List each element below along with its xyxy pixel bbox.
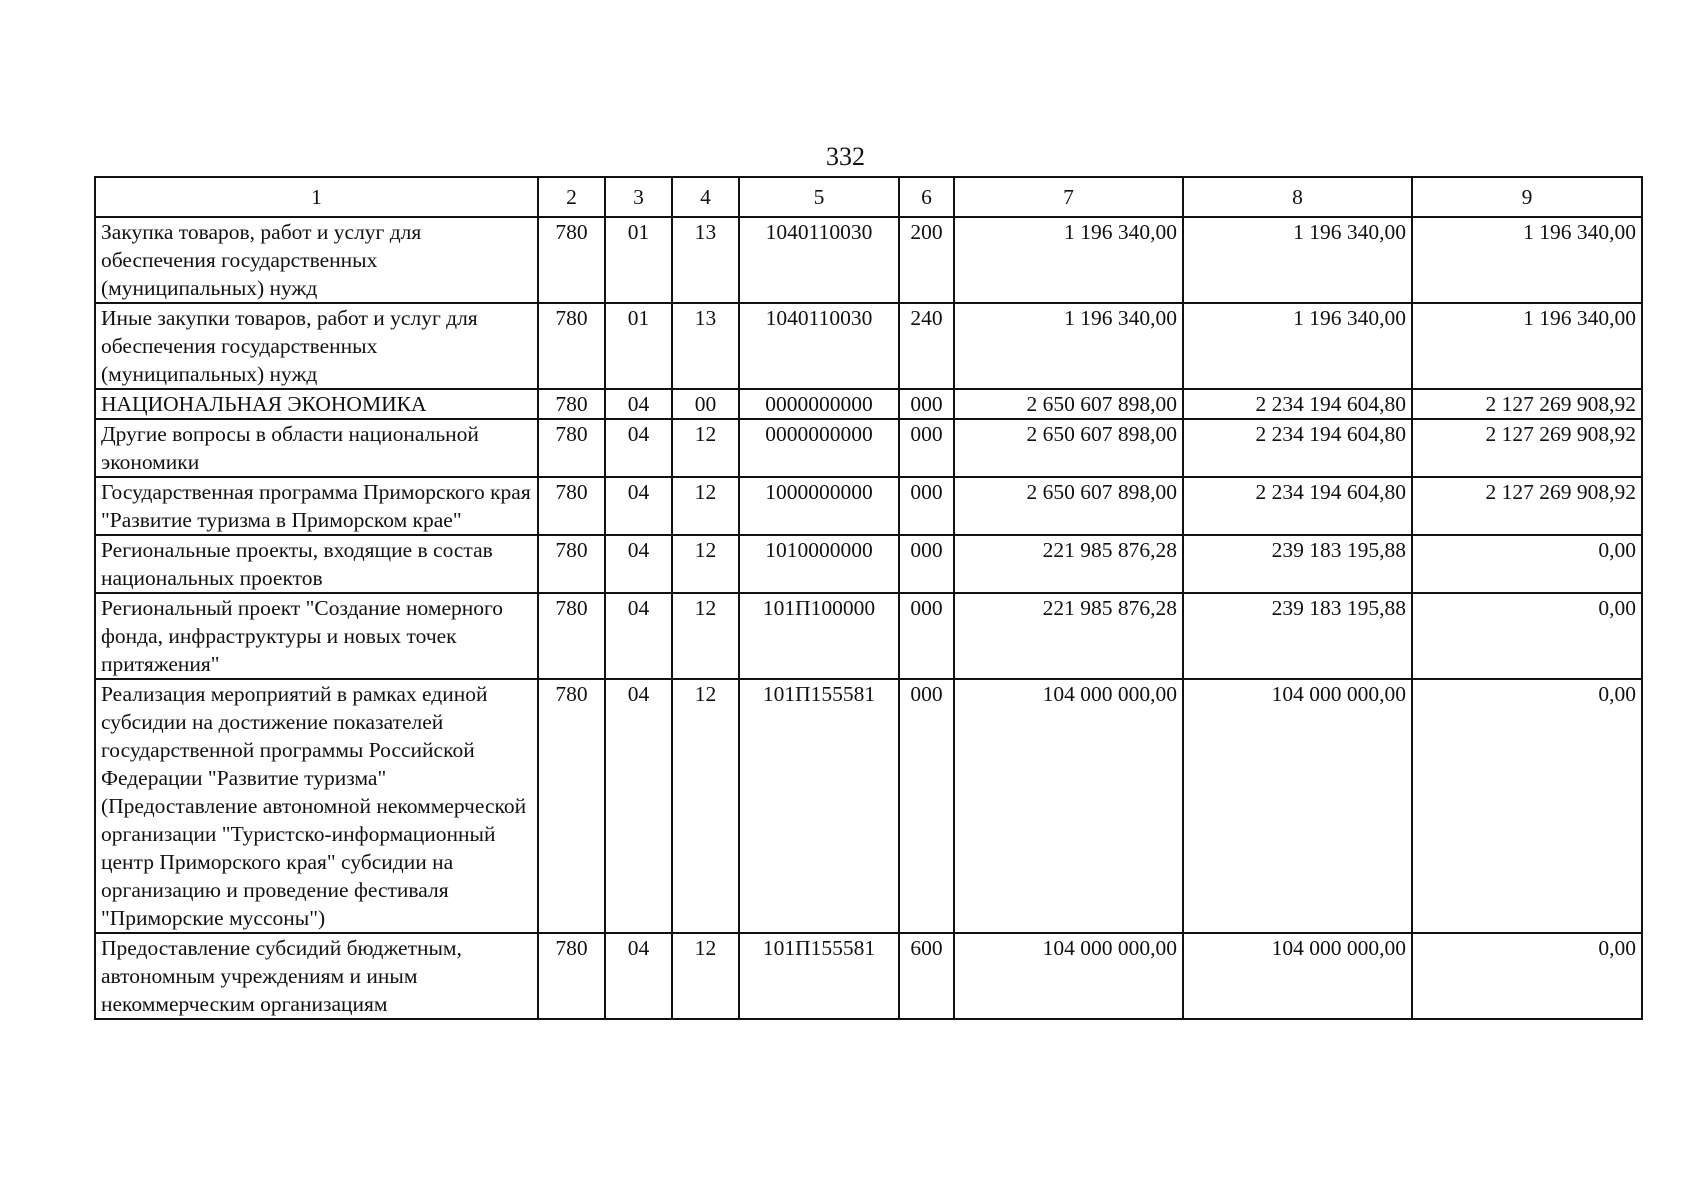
section-code: 04 [605,933,672,1019]
column-header: 1 [95,177,538,217]
expense-type-code: 000 [899,389,954,419]
subsection-code: 12 [672,477,739,535]
header-row [95,177,1642,217]
expense-type-code: 200 [899,217,954,303]
subsection-code: 13 [672,217,739,303]
column-header: 6 [899,177,954,217]
table-row [95,419,1642,477]
amount-col-8: 2 234 194 604,80 [1183,389,1412,419]
row-name: Государственная программа Приморского края "Развитие туризма в Приморском крае" [95,477,538,535]
table-row [95,933,1642,1019]
table-row [95,477,1642,535]
amount-col-9: 1 196 340,00 [1412,303,1642,389]
section-code: 01 [605,217,672,303]
amount-col-9: 0,00 [1412,679,1642,933]
section-code: 01 [605,303,672,389]
table-row [95,303,1642,389]
row-name: Другие вопросы в области национальной экономики [95,419,538,477]
row-name: Региональный проект "Создание номерного фонда, инфраструктуры и новых точек притяжения" [95,593,538,679]
column-header: 4 [672,177,739,217]
target-item-code: 1000000000 [739,477,899,535]
target-item-code: 101П155581 [739,679,899,933]
subsection-code: 12 [672,535,739,593]
ved-code: 780 [538,535,605,593]
amount-col-7: 104 000 000,00 [954,933,1183,1019]
amount-col-9: 1 196 340,00 [1412,217,1642,303]
amount-col-9: 2 127 269 908,92 [1412,419,1642,477]
row-name: НАЦИОНАЛЬНАЯ ЭКОНОМИКА [95,389,538,419]
table-row [95,593,1642,679]
expense-type-code: 600 [899,933,954,1019]
subsection-code: 12 [672,679,739,933]
column-header: 7 [954,177,1183,217]
row-name: Иные закупки товаров, работ и услуг для обеспечения государственных (муниципальных) нужд [95,303,538,389]
amount-col-8: 239 183 195,88 [1183,535,1412,593]
amount-col-8: 239 183 195,88 [1183,593,1412,679]
ved-code: 780 [538,419,605,477]
section-code: 04 [605,679,672,933]
expense-type-code: 000 [899,535,954,593]
target-item-code: 101П100000 [739,593,899,679]
amount-col-8: 2 234 194 604,80 [1183,477,1412,535]
expense-type-code: 000 [899,419,954,477]
target-item-code: 101П155581 [739,933,899,1019]
target-item-code: 1040110030 [739,217,899,303]
column-header: 8 [1183,177,1412,217]
target-item-code: 1010000000 [739,535,899,593]
amount-col-8: 104 000 000,00 [1183,679,1412,933]
subsection-code: 12 [672,933,739,1019]
expense-type-code: 000 [899,593,954,679]
ved-code: 780 [538,303,605,389]
amount-col-9: 2 127 269 908,92 [1412,477,1642,535]
target-item-code: 0000000000 [739,419,899,477]
amount-col-8: 1 196 340,00 [1183,217,1412,303]
expense-type-code: 000 [899,679,954,933]
column-header: 9 [1412,177,1642,217]
amount-col-8: 1 196 340,00 [1183,303,1412,389]
ved-code: 780 [538,389,605,419]
ved-code: 780 [538,477,605,535]
amount-col-7: 2 650 607 898,00 [954,419,1183,477]
table-row [95,679,1642,933]
section-code: 04 [605,477,672,535]
table-row [95,535,1642,593]
column-header: 3 [605,177,672,217]
column-header: 5 [739,177,899,217]
page-number: 332 [826,142,865,171]
ved-code: 780 [538,593,605,679]
table-row [95,389,1642,419]
target-item-code: 1040110030 [739,303,899,389]
row-name: Предоставление субсидий бюджетным, автономным учреждениям и иным некоммерческим организациям [95,933,538,1019]
table-row [95,217,1642,303]
ved-code: 780 [538,217,605,303]
amount-col-7: 1 196 340,00 [954,217,1183,303]
subsection-code: 00 [672,389,739,419]
ved-code: 780 [538,933,605,1019]
subsection-code: 13 [672,303,739,389]
amount-col-7: 2 650 607 898,00 [954,389,1183,419]
subsection-code: 12 [672,419,739,477]
amount-col-9: 0,00 [1412,933,1642,1019]
amount-col-9: 2 127 269 908,92 [1412,389,1642,419]
amount-col-9: 0,00 [1412,535,1642,593]
amount-col-8: 104 000 000,00 [1183,933,1412,1019]
ved-code: 780 [538,679,605,933]
expense-type-code: 240 [899,303,954,389]
amount-col-7: 2 650 607 898,00 [954,477,1183,535]
amount-col-7: 221 985 876,28 [954,535,1183,593]
amount-col-7: 221 985 876,28 [954,593,1183,679]
budget-table [94,176,1643,1020]
section-code: 04 [605,593,672,679]
section-code: 04 [605,389,672,419]
column-header: 2 [538,177,605,217]
target-item-code: 0000000000 [739,389,899,419]
row-name: Реализация мероприятий в рамках единой субсидии на достижение показателей государственной программы Российской Федерации "Развитие туризма" (Предоставление автономной некоммерческой организации "Туристско-информационный центр Приморского края" субсидии на организацию и проведение фестиваля "Приморские муссоны") [95,679,538,933]
section-code: 04 [605,419,672,477]
amount-col-9: 0,00 [1412,593,1642,679]
row-name: Региональные проекты, входящие в состав национальных проектов [95,535,538,593]
expense-type-code: 000 [899,477,954,535]
section-code: 04 [605,535,672,593]
amount-col-7: 104 000 000,00 [954,679,1183,933]
amount-col-7: 1 196 340,00 [954,303,1183,389]
amount-col-8: 2 234 194 604,80 [1183,419,1412,477]
subsection-code: 12 [672,593,739,679]
row-name: Закупка товаров, работ и услуг для обеспечения государственных (муниципальных) нужд [95,217,538,303]
